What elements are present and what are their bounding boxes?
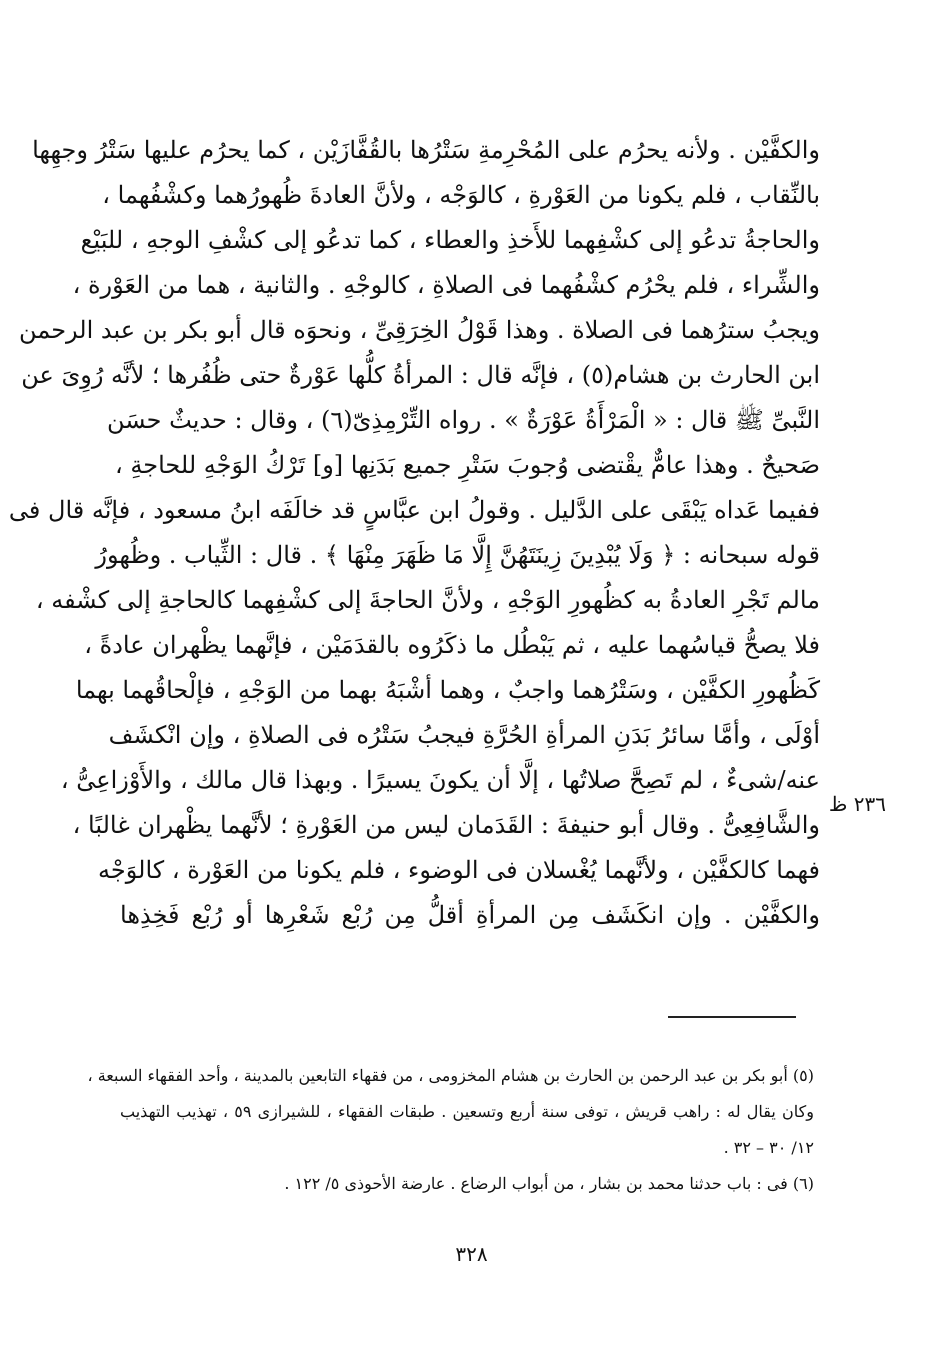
footnote-line: (٥) أبو بكر بن عبد الرحمن بن الحارث بن هشام المخزومى ، من فقهاء التابعين بالمدينة ، وأحد الفقهاء السبعة ، bbox=[87, 1066, 814, 1085]
text-line: أوْلَى ، وأمَّا سائرُ بَدَنِ المرأةِ الحُرَّةِ فيجبُ سَتْرُه فى الصلاةِ ، وإن انْكشَف bbox=[108, 721, 820, 749]
footnote-line: (٦) فى : باب حدثنا محمد بن بشار ، من أبواب الرضاع . عارضة الأحوذى ٥/ ١٢٢ . bbox=[284, 1174, 814, 1193]
text-line: ابن الحارث بن هشام(٥) ، فإنَّه قال : المرأةُ كلُّها عَوْرةٌ حتى ظُفُرها ؛ لأنَّه رُوِىَ عن bbox=[21, 361, 820, 389]
text-line: والكفَّيْن . وإن انكَشَف مِن المرأةِ أقلُّ مِن رُبْع شَعْرِها أو رُبْع فَخِذِها bbox=[120, 901, 820, 929]
text-line: والكفَّيْن . ولأنه يحرُم على المُحْرِمةِ سَتْرُها بالقُفَّازَيْن ، كما يحرُم عليها سَتْرُ وجهِها bbox=[32, 136, 820, 164]
footnote-line: ١٢/ ٣٠ – ٣٢ . bbox=[723, 1138, 814, 1157]
main-text bbox=[8, 128, 820, 938]
text-line: كَظُهورِ الكفَّيْن ، وسَتْرُهما واجبٌ ، وهما أشْبَهُ بهما من الوَجْهِ ، فإلْحاقُهما بهما bbox=[75, 676, 820, 704]
text-line: فهما كالكفَّيْن ، ولأنَّهما يُغْسلان فى الوضوء ، فلم يكونا من العَوْرة ، كالوَجْه bbox=[98, 856, 820, 884]
text-line: صَحيحٌ . وهذا عامٌّ يقْتضى وُجوبَ سَتْرِ جميع بَدَنِها [و] تَرْكُ الوَجْهِ للحاجةِ ، bbox=[115, 451, 820, 479]
text-line: ويجبُ سترُهما فى الصلاة . وهذا قَوْلُ الخِرَقِىِّ ، ونحوَه قال أبو بكر بن عبد الرحمن bbox=[19, 316, 820, 344]
text-line: قوله سبحانه : ﴿ وَلَا يُبْدِينَ زِينَتَهُنَّ إِلَّا مَا ظَهَرَ مِنْهَا ﴾ . قال : الثِّياب . وظُهورُ bbox=[95, 541, 820, 569]
text-line: والشَّافِعِىُّ . وقال أبو حنيفةَ : القَدَمان ليس من العَوْرةِ ؛ لأنَّهما يظْهران غالبًا ، bbox=[72, 811, 820, 839]
page-number: ٣٢٨ bbox=[455, 1242, 488, 1266]
margin-folio-note: ٢٣٦ ظ bbox=[828, 792, 886, 816]
text-line: ففيما عَداه يَبْقَى على الدَّليل . وقولُ ابن عبَّاسٍ قد خالَفَه ابنُ مسعود ، فإنَّه قال فى bbox=[8, 496, 820, 524]
text-line: عنه/شىءٌ ، لم تَصِحَّ صلاتُها ، إلَّا أن يكونَ يسيرًا . وبهذا قال مالك ، والأَوْزاعِىُّ ، bbox=[60, 766, 820, 794]
text-line: بالنِّقاب ، فلم يكونا من العَوْرةِ ، كالوَجْه ، ولأنَّ العادةَ ظُهورُهما وكشْفُهما ، bbox=[102, 181, 820, 209]
footnotes bbox=[87, 1058, 814, 1202]
text-line: والحاجةُ تدعُو إلى كشْفِهما للأَخذِ والعطاء ، كما تدعُو إلى كشْفِ الوجهِ ، للبَيْع bbox=[80, 226, 820, 254]
text-line: فلا يصحُّ قياسُهما عليه ، ثم يَبْطُل ما ذكَرُوه بالقدَمَيْن ، فإنَّهما يظْهران عادةً ، bbox=[84, 631, 820, 659]
text-line: النَّبىِّ ﷺ قال : « الْمَرْأَةُ عَوْرَةٌ » . رواه التِّرْمِذِىّ(٦) ، وقال : حديثٌ حسَن bbox=[106, 406, 820, 434]
footnote-line: وكان يقال له : راهب قريش ، توفى سنة أربع وتسعين . طبقات الفقهاء ، للشيرازى ٥٩ ، تهذيب التهذيب bbox=[120, 1102, 814, 1121]
text-line: مالم تَجْرِ العادةُ به كظُهورِ الوَجْهِ ، ولأنَّ الحاجةَ إلى كشْفِهما كالحاجةِ إلى كشْفه ، bbox=[35, 586, 820, 614]
footnote-separator bbox=[668, 1016, 796, 1018]
text-line: والشِّراء ، فلم يحْرُم كشْفُهما فى الصلاةِ ، كالوجْهِ . والثانية ، هما من العَوْرة ، bbox=[72, 271, 820, 299]
